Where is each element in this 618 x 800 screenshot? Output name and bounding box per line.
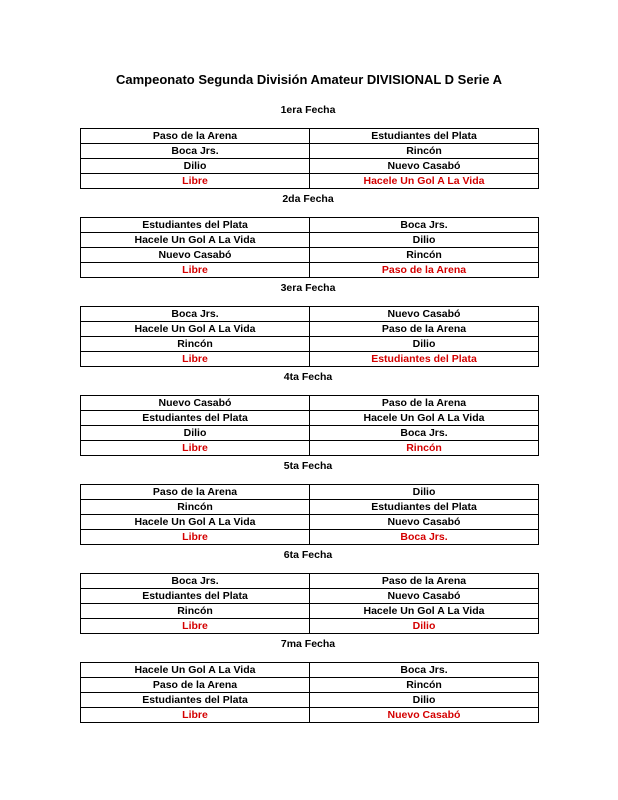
bye-row <box>81 352 539 367</box>
round-6 <box>80 547 536 632</box>
bye-team: Dilio <box>310 619 539 634</box>
round-5 <box>80 458 536 543</box>
home-team: Boca Jrs. <box>81 307 310 322</box>
away-team: Estudiantes del Plata <box>310 500 539 515</box>
round-3 <box>80 280 536 365</box>
match-row <box>81 337 539 352</box>
bye-label: Libre <box>81 174 310 189</box>
document-title: Campeonato Segunda División Amateur DIVISIONAL D Serie A <box>116 72 502 87</box>
round-label: 3era Fecha <box>280 282 336 294</box>
away-team: Boca Jrs. <box>310 218 539 233</box>
away-team: Rincón <box>310 144 539 159</box>
away-team: Boca Jrs. <box>310 663 539 678</box>
match-row <box>81 129 539 144</box>
bye-row <box>81 708 539 723</box>
fixture-table <box>80 217 539 278</box>
bye-team: Boca Jrs. <box>310 530 539 545</box>
away-team: Dilio <box>310 693 539 708</box>
match-row <box>81 515 539 530</box>
match-row <box>81 693 539 708</box>
bye-team: Paso de la Arena <box>310 263 539 278</box>
match-row <box>81 485 539 500</box>
home-team: Hacele Un Gol A La Vida <box>81 515 310 530</box>
home-team: Rincón <box>81 604 310 619</box>
fixture-table <box>80 128 539 189</box>
home-team: Rincón <box>81 337 310 352</box>
round-label: 5ta Fecha <box>283 460 333 472</box>
round-label: 4ta Fecha <box>283 371 333 383</box>
round-7 <box>80 636 536 721</box>
match-row <box>81 663 539 678</box>
fixture-table <box>80 662 539 723</box>
round-label: 6ta Fecha <box>283 549 333 561</box>
home-team: Estudiantes del Plata <box>81 218 310 233</box>
bye-label: Libre <box>81 530 310 545</box>
home-team: Boca Jrs. <box>81 574 310 589</box>
home-team: Nuevo Casabó <box>81 396 310 411</box>
match-row <box>81 307 539 322</box>
away-team: Paso de la Arena <box>310 396 539 411</box>
match-row <box>81 589 539 604</box>
bye-label: Libre <box>81 441 310 456</box>
home-team: Rincón <box>81 500 310 515</box>
away-team: Nuevo Casabó <box>310 589 539 604</box>
away-team: Rincón <box>310 678 539 693</box>
away-team: Hacele Un Gol A La Vida <box>310 411 539 426</box>
bye-team: Rincón <box>310 441 539 456</box>
bye-row <box>81 441 539 456</box>
away-team: Boca Jrs. <box>310 426 539 441</box>
home-team: Hacele Un Gol A La Vida <box>81 322 310 337</box>
away-team: Paso de la Arena <box>310 322 539 337</box>
fixture-table <box>80 573 539 634</box>
bye-label: Libre <box>81 619 310 634</box>
away-team: Nuevo Casabó <box>310 515 539 530</box>
fixture-table <box>80 395 539 456</box>
home-team: Hacele Un Gol A La Vida <box>81 233 310 248</box>
away-team: Nuevo Casabó <box>310 159 539 174</box>
bye-row <box>81 263 539 278</box>
away-team: Dilio <box>310 337 539 352</box>
home-team: Boca Jrs. <box>81 144 310 159</box>
match-row <box>81 248 539 263</box>
fixture-table <box>80 484 539 545</box>
bye-label: Libre <box>81 263 310 278</box>
round-2 <box>80 191 536 276</box>
home-team: Nuevo Casabó <box>81 248 310 263</box>
bye-label: Libre <box>81 708 310 723</box>
away-team: Dilio <box>310 485 539 500</box>
bye-row <box>81 619 539 634</box>
bye-team: Hacele Un Gol A La Vida <box>310 174 539 189</box>
match-row <box>81 159 539 174</box>
round-1 <box>80 102 536 187</box>
round-label: 2da Fecha <box>282 193 334 205</box>
match-row <box>81 322 539 337</box>
round-label: 7ma Fecha <box>280 638 336 650</box>
home-team: Paso de la Arena <box>81 485 310 500</box>
match-row <box>81 144 539 159</box>
home-team: Paso de la Arena <box>81 129 310 144</box>
match-row <box>81 218 539 233</box>
fixture-table <box>80 306 539 367</box>
bye-label: Libre <box>81 352 310 367</box>
home-team: Estudiantes del Plata <box>81 589 310 604</box>
match-row <box>81 426 539 441</box>
match-row <box>81 233 539 248</box>
match-row <box>81 678 539 693</box>
match-row <box>81 500 539 515</box>
away-team: Nuevo Casabó <box>310 307 539 322</box>
bye-row <box>81 174 539 189</box>
home-team: Estudiantes del Plata <box>81 411 310 426</box>
home-team: Paso de la Arena <box>81 678 310 693</box>
away-team: Hacele Un Gol A La Vida <box>310 604 539 619</box>
home-team: Dilio <box>81 426 310 441</box>
round-label: 1era Fecha <box>280 104 336 116</box>
match-row <box>81 574 539 589</box>
away-team: Dilio <box>310 233 539 248</box>
bye-row <box>81 530 539 545</box>
bye-team: Nuevo Casabó <box>310 708 539 723</box>
bye-team: Estudiantes del Plata <box>310 352 539 367</box>
home-team: Hacele Un Gol A La Vida <box>81 663 310 678</box>
away-team: Paso de la Arena <box>310 574 539 589</box>
match-row <box>81 396 539 411</box>
match-row <box>81 411 539 426</box>
away-team: Estudiantes del Plata <box>310 129 539 144</box>
away-team: Rincón <box>310 248 539 263</box>
home-team: Dilio <box>81 159 310 174</box>
match-row <box>81 604 539 619</box>
home-team: Estudiantes del Plata <box>81 693 310 708</box>
round-4 <box>80 369 536 454</box>
